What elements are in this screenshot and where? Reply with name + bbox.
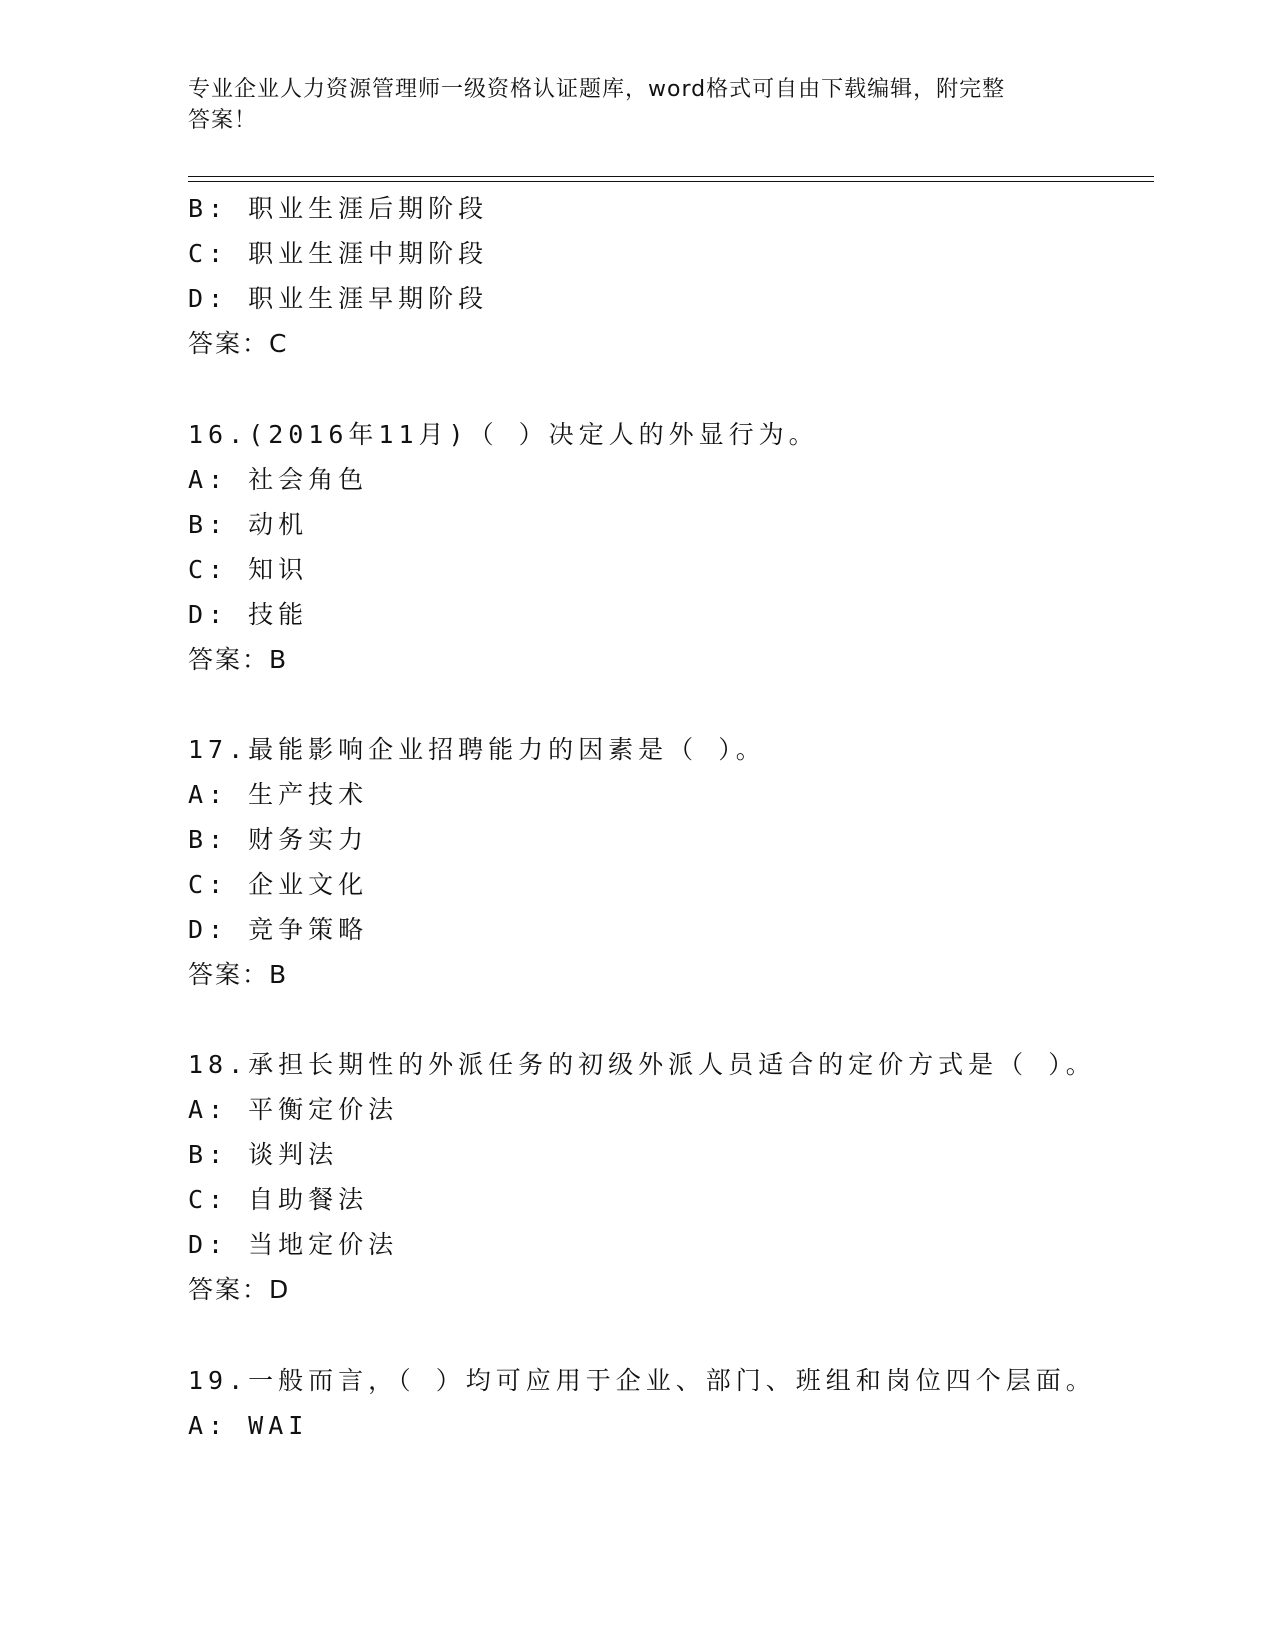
answer-line: 答案：C (188, 329, 289, 358)
question-stem: 16.(2016年11月)（ ）决定人的外显行为。 (188, 420, 819, 449)
option-d: D: 当地定价法 (188, 1230, 399, 1259)
option-d: D: 职业生涯早期阶段 (188, 284, 489, 313)
option-d: D: 竞争策略 (188, 915, 369, 944)
header-divider-bottom (188, 181, 1154, 182)
document-header (188, 74, 1088, 136)
option-c: C: 知识 (188, 555, 309, 584)
answer-line: 答案：D (188, 1275, 291, 1304)
option-a: A: 平衡定价法 (188, 1095, 399, 1124)
option-b: B: 动机 (188, 510, 309, 539)
option-d: D: 技能 (188, 600, 309, 629)
option-c: C: 自助餐法 (188, 1185, 369, 1214)
option-a: A: 社会角色 (188, 465, 369, 494)
option-b: B: 谈判法 (188, 1140, 339, 1169)
question-stem: 17.最能影响企业招聘能力的因素是（ ）。 (188, 735, 766, 764)
option-c: C: 职业生涯中期阶段 (188, 239, 489, 268)
option-a: A: WAI (188, 1411, 309, 1440)
answer-line: 答案：B (188, 645, 289, 674)
option-b: B: 职业生涯后期阶段 (188, 194, 489, 223)
header-line-1: 专业企业人力资源管理师一级资格认证题库，word格式可自由下载编辑，附完整 (188, 77, 1006, 102)
question-stem: 18.承担长期性的外派任务的初级外派人员适合的定价方式是（ ）。 (188, 1050, 1096, 1079)
question-stem: 19.一般而言，（ ）均可应用于企业、部门、班组和岗位四个层面。 (188, 1366, 1096, 1395)
option-c: C: 企业文化 (188, 870, 369, 899)
option-b: B: 财务实力 (188, 825, 369, 854)
header-divider-top (188, 176, 1154, 177)
option-a: A: 生产技术 (188, 780, 369, 809)
header-line-2: 答案！ (188, 108, 258, 133)
answer-line: 答案：B (188, 960, 289, 989)
